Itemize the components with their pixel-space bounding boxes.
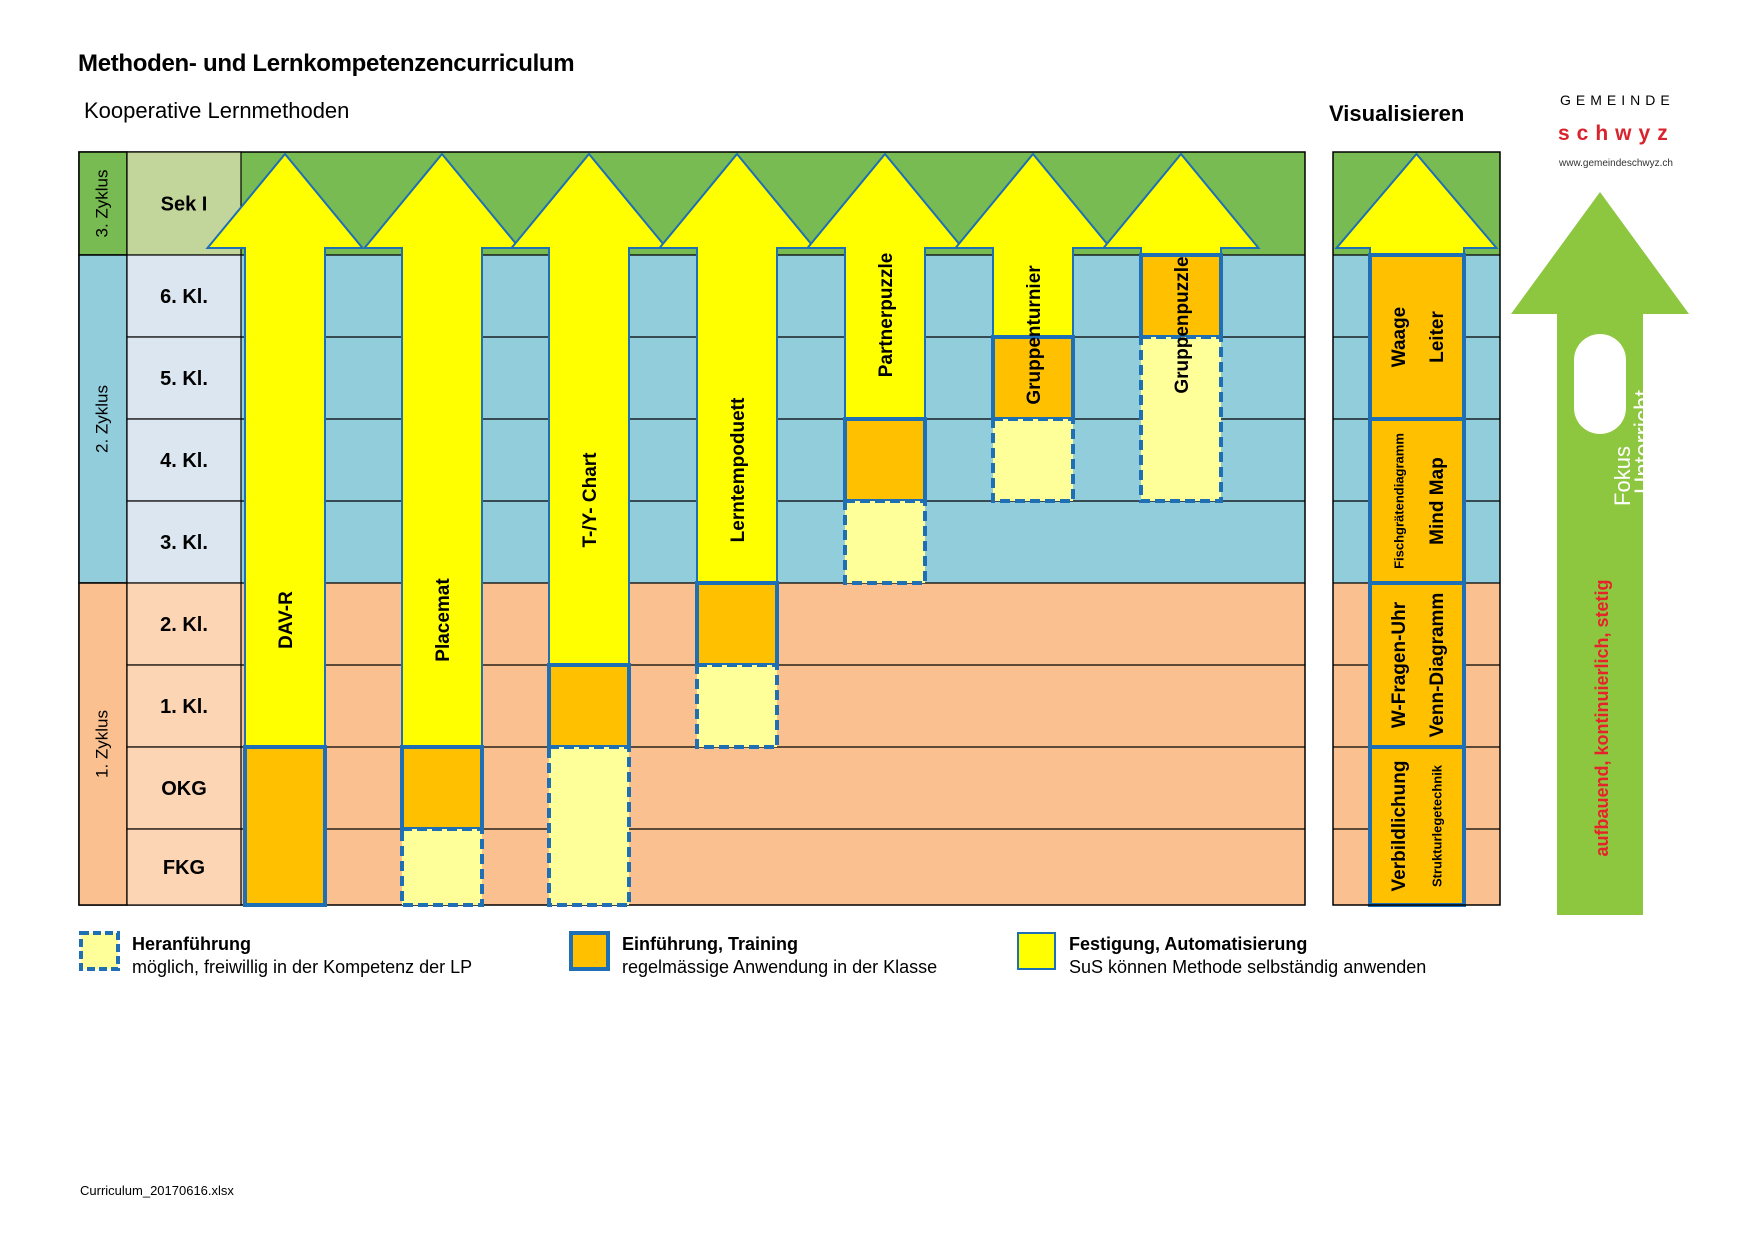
section-title-kooperative: Kooperative Lernmethoden xyxy=(84,98,350,123)
level-label: 1. Kl. xyxy=(160,696,208,718)
method-label: Placemat xyxy=(433,578,454,662)
cycle-label: 3. Zyklus xyxy=(92,169,112,238)
visualize-label: Venn-Diagramm xyxy=(1427,592,1449,738)
level-label: 4. Kl. xyxy=(160,450,208,472)
method-label: Lerntempoduett xyxy=(728,397,749,543)
section-title-visualisieren: Visualisieren xyxy=(1329,101,1465,126)
method-label: DAV-R xyxy=(276,591,297,649)
visualize-label: Fischgrätendiagramm xyxy=(1391,433,1407,569)
training-block xyxy=(697,583,777,665)
method-label: Gruppenturnier xyxy=(1024,265,1045,405)
level-label: 5. Kl. xyxy=(160,368,208,390)
intro-block xyxy=(697,665,777,747)
side-arrow-unterricht: Unterricht xyxy=(1630,389,1657,495)
visualize-block xyxy=(1370,419,1464,583)
visualize-label: Leiter xyxy=(1427,311,1449,363)
training-block xyxy=(402,747,482,829)
training-block xyxy=(245,747,325,905)
side-arrow-text: aufbauend, kontinuierlich, stetig xyxy=(1592,579,1612,857)
logo-url: www.gemeindeschwyz.ch xyxy=(1559,158,1673,169)
method-label: Partnerpuzzle xyxy=(876,252,897,378)
legend-swatch xyxy=(81,933,118,969)
intro-block xyxy=(549,747,629,905)
legend-title: Festigung, Automatisierung xyxy=(1069,934,1308,954)
page-title: Methoden- und Lernkompetenzencurriculum xyxy=(78,50,575,77)
visualize-label: Mind Map xyxy=(1427,457,1449,545)
logo-schwyz: schwyz xyxy=(1558,122,1675,145)
cycle-label: 2. Zyklus xyxy=(92,384,112,454)
legend-desc: regelmässige Anwendung in der Klasse xyxy=(622,957,938,977)
fokus-logo-shape xyxy=(1574,360,1626,408)
visualize-block xyxy=(1370,583,1464,747)
level-label: Sek I xyxy=(160,193,208,216)
footer-filename: Curriculum_20170616.xlsx xyxy=(80,1183,234,1198)
visualize-label: Verbildlichung xyxy=(1389,760,1411,892)
visualize-block xyxy=(1370,747,1464,905)
legend-desc: möglich, freiwillig in der Kompetenz der LP xyxy=(132,957,473,977)
training-block xyxy=(845,419,925,501)
visualize-label: Strukturlegetechnik xyxy=(1429,764,1445,888)
level-label: 6. Kl. xyxy=(160,286,208,308)
training-block xyxy=(549,665,629,747)
visualize-label: W-Fragen-Uhr xyxy=(1389,601,1411,729)
intro-block xyxy=(402,829,482,905)
visualize-label: Waage xyxy=(1389,306,1411,368)
level-label: OKG xyxy=(161,778,207,800)
legend-swatch xyxy=(1018,933,1055,969)
legend-desc: SuS können Methode selbständig anwenden xyxy=(1069,957,1427,977)
legend-title: Heranführung xyxy=(132,934,251,954)
level-label: 2. Kl. xyxy=(160,614,208,636)
intro-block xyxy=(845,501,925,583)
level-label: 3. Kl. xyxy=(160,532,208,554)
intro-block xyxy=(993,419,1073,501)
logo-gemeinde: GEMEINDE xyxy=(1560,92,1675,108)
method-label: T-/Y- Chart xyxy=(580,452,601,548)
legend-title: Einführung, Training xyxy=(622,934,798,954)
method-label: Gruppenpuzzle xyxy=(1172,256,1193,394)
level-label: FKG xyxy=(162,857,206,879)
visualize-block xyxy=(1370,255,1464,419)
cycle-label: 1. Zyklus xyxy=(92,709,112,779)
side-arrow-fokus: Fokus xyxy=(1610,446,1635,506)
legend-swatch xyxy=(571,933,608,969)
